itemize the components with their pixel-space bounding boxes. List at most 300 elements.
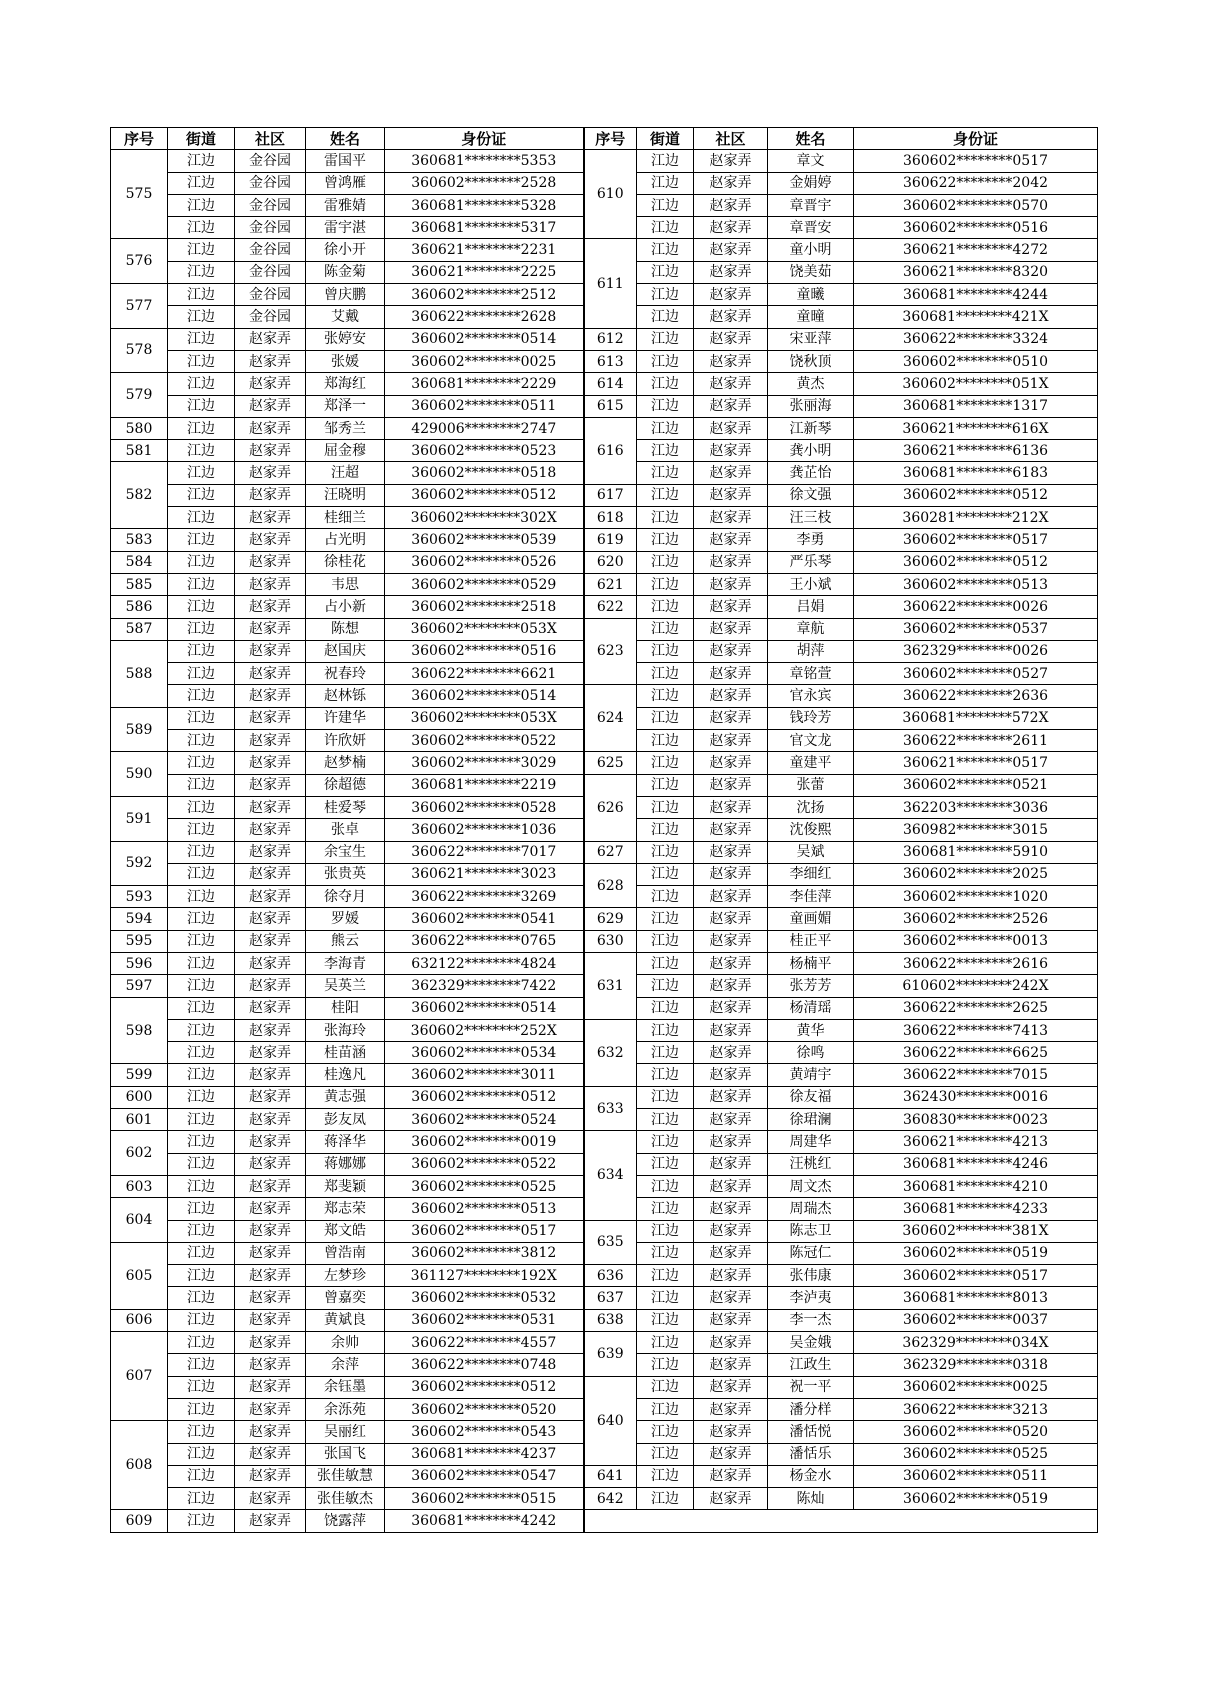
name-cell: 汪三枝: [768, 507, 854, 529]
street-cell: 江边: [637, 261, 694, 283]
seq-cell: 606: [111, 1309, 168, 1331]
id-number-cell: 360602********0510: [854, 350, 1098, 372]
name-cell: 饶露萍: [306, 1510, 385, 1532]
id-number-cell: 360622********2616: [854, 952, 1098, 974]
seq-cell: 623: [584, 618, 637, 685]
id-number-cell: 360602********0522: [385, 730, 584, 752]
community-cell: 赵家弄: [235, 1109, 306, 1131]
name-cell: 严乐琴: [768, 551, 854, 573]
name-cell: 彭友凤: [306, 1109, 385, 1131]
id-number-cell: 360621********3023: [385, 863, 584, 885]
id-number-cell: 360602********0526: [385, 551, 584, 573]
street-cell: 江边: [168, 440, 235, 462]
seq-cell: 580: [111, 417, 168, 439]
seq-cell: 578: [111, 328, 168, 373]
community-cell: 赵家弄: [694, 284, 768, 306]
seq-cell: 613: [584, 350, 637, 372]
seq-cell: 614: [584, 373, 637, 395]
name-cell: 杨清瑶: [768, 997, 854, 1019]
street-cell: 江边: [168, 261, 235, 283]
community-cell: 赵家弄: [694, 1220, 768, 1242]
community-cell: 赵家弄: [694, 640, 768, 662]
name-cell: 屈金穆: [306, 440, 385, 462]
community-cell: 赵家弄: [235, 1064, 306, 1086]
name-cell: 陈金菊: [306, 261, 385, 283]
community-cell: 赵家弄: [694, 863, 768, 885]
street-cell: 江边: [637, 1042, 694, 1064]
street-cell: 江边: [168, 1131, 235, 1153]
community-cell: 赵家弄: [235, 1153, 306, 1175]
street-cell: 江边: [168, 1421, 235, 1443]
seq-cell: 633: [584, 1086, 637, 1131]
community-cell: 赵家弄: [235, 1287, 306, 1309]
name-cell: 李海青: [306, 952, 385, 974]
seq-cell: 632: [584, 1019, 637, 1086]
id-number-cell: 360602********0519: [854, 1242, 1098, 1264]
community-cell: 赵家弄: [694, 306, 768, 328]
header-name: 姓名: [306, 128, 385, 150]
id-number-cell: 360681********421X: [854, 306, 1098, 328]
name-cell: 吴斌: [768, 841, 854, 863]
id-number-cell: 360602********302X: [385, 507, 584, 529]
street-cell: 江边: [637, 841, 694, 863]
id-number-cell: 360622********7413: [854, 1019, 1098, 1041]
community-cell: 赵家弄: [235, 395, 306, 417]
id-number-cell: 360602********0516: [854, 217, 1098, 239]
street-cell: 江边: [168, 796, 235, 818]
name-cell: 罗媛: [306, 908, 385, 930]
seq-cell: 594: [111, 908, 168, 930]
community-cell: 赵家弄: [694, 886, 768, 908]
seq-cell: 593: [111, 886, 168, 908]
name-cell: 李一杰: [768, 1309, 854, 1331]
seq-cell: 637: [584, 1287, 637, 1309]
id-number-cell: 360602********0534: [385, 1042, 584, 1064]
name-cell: 余钰墨: [306, 1376, 385, 1398]
street-cell: 江边: [168, 1198, 235, 1220]
name-cell: 余萍: [306, 1354, 385, 1376]
community-cell: 赵家弄: [694, 507, 768, 529]
community-cell: 赵家弄: [694, 841, 768, 863]
name-cell: 江政生: [768, 1354, 854, 1376]
header-seq: 序号: [584, 128, 637, 150]
street-cell: 江边: [168, 395, 235, 417]
name-cell: 雷雅婧: [306, 194, 385, 216]
community-cell: 金谷园: [235, 172, 306, 194]
name-cell: 黄华: [768, 1019, 854, 1041]
name-cell: 郑泽一: [306, 395, 385, 417]
community-cell: 赵家弄: [694, 707, 768, 729]
name-cell: 张婷安: [306, 328, 385, 350]
id-number-cell: 360602********0013: [854, 930, 1098, 952]
street-cell: 江边: [168, 1376, 235, 1398]
id-number-cell: 360602********0543: [385, 1421, 584, 1443]
table-row: [111, 863, 1098, 885]
table-row: [111, 618, 1098, 640]
name-cell: 王小斌: [768, 573, 854, 595]
community-cell: 赵家弄: [694, 1398, 768, 1420]
community-cell: 赵家弄: [694, 573, 768, 595]
street-cell: 江边: [637, 1086, 694, 1108]
community-cell: 赵家弄: [235, 596, 306, 618]
community-cell: 赵家弄: [235, 1198, 306, 1220]
name-cell: 韦思: [306, 573, 385, 595]
street-cell: 江边: [637, 1131, 694, 1153]
table-row: [111, 150, 1098, 172]
id-number-cell: 360602********3029: [385, 752, 584, 774]
community-cell: 赵家弄: [694, 596, 768, 618]
name-cell: 祝一平: [768, 1376, 854, 1398]
seq-cell: 598: [111, 997, 168, 1064]
name-cell: 赵梦楠: [306, 752, 385, 774]
table-row: [111, 774, 1098, 796]
street-cell: 江边: [168, 685, 235, 707]
street-cell: 江边: [637, 1421, 694, 1443]
id-number-cell: 360602********2512: [385, 284, 584, 306]
street-cell: 江边: [637, 440, 694, 462]
community-cell: 赵家弄: [694, 1309, 768, 1331]
id-number-cell: 360602********0512: [385, 1376, 584, 1398]
community-cell: 赵家弄: [235, 1309, 306, 1331]
id-number-cell: 360602********0527: [854, 663, 1098, 685]
roster-table: [110, 127, 1098, 1533]
id-number-cell: 360602********0511: [854, 1465, 1098, 1487]
seq-cell: 626: [584, 774, 637, 841]
name-cell: 祝春玲: [306, 663, 385, 685]
empty-cell: [584, 1510, 1098, 1532]
name-cell: 章航: [768, 618, 854, 640]
community-cell: 赵家弄: [694, 551, 768, 573]
id-number-cell: 360602********0511: [385, 395, 584, 417]
community-cell: 赵家弄: [235, 1220, 306, 1242]
id-number-cell: 360681********4210: [854, 1175, 1098, 1197]
seq-cell: 599: [111, 1064, 168, 1086]
street-cell: 江边: [168, 975, 235, 997]
seq-cell: 608: [111, 1421, 168, 1510]
id-number-cell: 360681********4242: [385, 1510, 584, 1532]
id-number-cell: 360681********5317: [385, 217, 584, 239]
street-cell: 江边: [168, 573, 235, 595]
community-cell: 赵家弄: [235, 707, 306, 729]
community-cell: 赵家弄: [694, 1064, 768, 1086]
seq-cell: 582: [111, 462, 168, 529]
id-number-cell: 360602********0532: [385, 1287, 584, 1309]
street-cell: 江边: [637, 752, 694, 774]
name-cell: 汪桃红: [768, 1153, 854, 1175]
community-cell: 赵家弄: [694, 1488, 768, 1510]
street-cell: 江边: [637, 306, 694, 328]
id-number-cell: 361127********192X: [385, 1265, 584, 1287]
street-cell: 江边: [637, 194, 694, 216]
community-cell: 赵家弄: [235, 774, 306, 796]
table-row: [111, 573, 1098, 595]
table-row: [111, 507, 1098, 529]
community-cell: 赵家弄: [694, 908, 768, 930]
header-community: 社区: [694, 128, 768, 150]
header-street: 街道: [637, 128, 694, 150]
community-cell: 赵家弄: [235, 1510, 306, 1532]
community-cell: 赵家弄: [694, 752, 768, 774]
community-cell: 赵家弄: [694, 685, 768, 707]
street-cell: 江边: [637, 1175, 694, 1197]
street-cell: 江边: [637, 685, 694, 707]
table-row: [111, 1019, 1098, 1041]
table-row: [111, 952, 1098, 974]
table-row: [111, 1086, 1098, 1108]
seq-cell: 600: [111, 1086, 168, 1108]
street-cell: 江边: [168, 1309, 235, 1331]
table-row: [111, 930, 1098, 952]
name-cell: 曾庆鹏: [306, 284, 385, 306]
name-cell: 潘恬乐: [768, 1443, 854, 1465]
table-row: [111, 529, 1098, 551]
id-number-cell: 360681********6183: [854, 462, 1098, 484]
header-id: 身份证: [385, 128, 584, 150]
seq-cell: 579: [111, 373, 168, 418]
seq-cell: 625: [584, 752, 637, 774]
seq-cell: 576: [111, 239, 168, 284]
seq-cell: 620: [584, 551, 637, 573]
street-cell: 江边: [637, 239, 694, 261]
table-row: [111, 1332, 1098, 1354]
id-number-cell: 360681********4246: [854, 1153, 1098, 1175]
seq-cell: 616: [584, 417, 637, 484]
id-number-cell: 360602********0514: [385, 997, 584, 1019]
street-cell: 江边: [637, 529, 694, 551]
name-cell: 杨金水: [768, 1465, 854, 1487]
id-number-cell: 360602********0521: [854, 774, 1098, 796]
community-cell: 赵家弄: [235, 618, 306, 640]
street-cell: 江边: [637, 796, 694, 818]
id-number-cell: 360602********1020: [854, 886, 1098, 908]
id-number-cell: 360602********0541: [385, 908, 584, 930]
seq-cell: 634: [584, 1131, 637, 1220]
community-cell: 赵家弄: [694, 1131, 768, 1153]
community-cell: 赵家弄: [235, 1354, 306, 1376]
table-row: [111, 685, 1098, 707]
name-cell: 饶美茹: [768, 261, 854, 283]
id-number-cell: 362329********0318: [854, 1354, 1098, 1376]
community-cell: 赵家弄: [694, 194, 768, 216]
table-row: [111, 908, 1098, 930]
id-number-cell: 360622********7015: [854, 1064, 1098, 1086]
id-number-cell: 360681********5910: [854, 841, 1098, 863]
id-number-cell: 360681********5353: [385, 150, 584, 172]
id-number-cell: 360602********0539: [385, 529, 584, 551]
table-row: [111, 484, 1098, 506]
id-number-cell: 360621********616X: [854, 417, 1098, 439]
id-number-cell: 360602********0520: [854, 1421, 1098, 1443]
community-cell: 赵家弄: [235, 975, 306, 997]
street-cell: 江边: [637, 863, 694, 885]
community-cell: 赵家弄: [235, 484, 306, 506]
street-cell: 江边: [637, 551, 694, 573]
community-cell: 赵家弄: [235, 663, 306, 685]
community-cell: 金谷园: [235, 239, 306, 261]
street-cell: 江边: [168, 930, 235, 952]
street-cell: 江边: [168, 350, 235, 372]
street-cell: 江边: [168, 1175, 235, 1197]
name-cell: 桂逸凡: [306, 1064, 385, 1086]
name-cell: 李细红: [768, 863, 854, 885]
street-cell: 江边: [637, 1488, 694, 1510]
id-number-cell: 360622********2042: [854, 172, 1098, 194]
street-cell: 江边: [168, 1354, 235, 1376]
name-cell: 曾嘉奕: [306, 1287, 385, 1309]
name-cell: 许欣妍: [306, 730, 385, 752]
seq-cell: 618: [584, 507, 637, 529]
community-cell: 赵家弄: [694, 172, 768, 194]
community-cell: 赵家弄: [694, 239, 768, 261]
table-row: [111, 596, 1098, 618]
name-cell: 余泺苑: [306, 1398, 385, 1420]
seq-cell: 603: [111, 1175, 168, 1197]
name-cell: 占光明: [306, 529, 385, 551]
community-cell: 赵家弄: [235, 440, 306, 462]
community-cell: 赵家弄: [235, 908, 306, 930]
street-cell: 江边: [168, 284, 235, 306]
name-cell: 章文: [768, 150, 854, 172]
id-number-cell: 360621********4213: [854, 1131, 1098, 1153]
name-cell: 雷国平: [306, 150, 385, 172]
community-cell: 赵家弄: [235, 886, 306, 908]
community-cell: 赵家弄: [235, 752, 306, 774]
id-number-cell: 360602********0524: [385, 1109, 584, 1131]
community-cell: 赵家弄: [694, 484, 768, 506]
name-cell: 郑海红: [306, 373, 385, 395]
name-cell: 张芳芳: [768, 975, 854, 997]
community-cell: 赵家弄: [235, 1398, 306, 1420]
name-cell: 张国飞: [306, 1443, 385, 1465]
community-cell: 赵家弄: [694, 1198, 768, 1220]
street-cell: 江边: [637, 596, 694, 618]
id-number-cell: 360622********7017: [385, 841, 584, 863]
table-row: [111, 417, 1098, 439]
name-cell: 童曈: [768, 306, 854, 328]
street-cell: 江边: [168, 462, 235, 484]
street-cell: 江边: [168, 1488, 235, 1510]
seq-cell: 586: [111, 596, 168, 618]
name-cell: 沈扬: [768, 796, 854, 818]
id-number-cell: 360622********2625: [854, 997, 1098, 1019]
id-number-cell: 360622********3213: [854, 1398, 1098, 1420]
id-number-cell: 360602********0517: [854, 529, 1098, 551]
id-number-cell: 360602********0516: [385, 640, 584, 662]
seq-cell: 615: [584, 395, 637, 417]
street-cell: 江边: [637, 774, 694, 796]
community-cell: 赵家弄: [235, 796, 306, 818]
seq-cell: 628: [584, 863, 637, 908]
name-cell: 宋亚萍: [768, 328, 854, 350]
name-cell: 童曦: [768, 284, 854, 306]
name-cell: 张海玲: [306, 1019, 385, 1041]
name-cell: 汪超: [306, 462, 385, 484]
street-cell: 江边: [168, 194, 235, 216]
id-number-cell: 360602********0513: [385, 1198, 584, 1220]
name-cell: 徐鸣: [768, 1042, 854, 1064]
name-cell: 章晋宇: [768, 194, 854, 216]
street-cell: 江边: [637, 997, 694, 1019]
seq-cell: 605: [111, 1242, 168, 1309]
name-cell: 张伟康: [768, 1265, 854, 1287]
street-cell: 江边: [637, 217, 694, 239]
id-number-cell: 360621********2225: [385, 261, 584, 283]
community-cell: 赵家弄: [694, 217, 768, 239]
seq-cell: 630: [584, 930, 637, 952]
name-cell: 余帅: [306, 1332, 385, 1354]
community-cell: 赵家弄: [235, 1175, 306, 1197]
street-cell: 江边: [168, 507, 235, 529]
name-cell: 左梦珍: [306, 1265, 385, 1287]
table-row: [111, 373, 1098, 395]
id-number-cell: 360602********2025: [854, 863, 1098, 885]
header-community: 社区: [235, 128, 306, 150]
name-cell: 黄志强: [306, 1086, 385, 1108]
community-cell: 赵家弄: [694, 952, 768, 974]
seq-cell: 635: [584, 1220, 637, 1265]
street-cell: 江边: [637, 1309, 694, 1331]
id-number-cell: 360602********051X: [854, 373, 1098, 395]
street-cell: 江边: [637, 1465, 694, 1487]
community-cell: 赵家弄: [235, 863, 306, 885]
name-cell: 章铭萱: [768, 663, 854, 685]
seq-cell: 596: [111, 952, 168, 974]
name-cell: 余宝生: [306, 841, 385, 863]
name-cell: 桂正平: [768, 930, 854, 952]
street-cell: 江边: [637, 819, 694, 841]
community-cell: 赵家弄: [235, 551, 306, 573]
community-cell: 赵家弄: [235, 819, 306, 841]
id-number-cell: 360621********6136: [854, 440, 1098, 462]
id-number-cell: 360602********0525: [385, 1175, 584, 1197]
community-cell: 赵家弄: [694, 730, 768, 752]
name-cell: 李泸夷: [768, 1287, 854, 1309]
id-number-cell: 360602********0537: [854, 618, 1098, 640]
community-cell: 赵家弄: [694, 663, 768, 685]
id-number-cell: 360602********381X: [854, 1220, 1098, 1242]
name-cell: 桂阳: [306, 997, 385, 1019]
street-cell: 江边: [168, 217, 235, 239]
street-cell: 江边: [168, 908, 235, 930]
street-cell: 江边: [168, 819, 235, 841]
community-cell: 赵家弄: [694, 1332, 768, 1354]
id-number-cell: 360602********0529: [385, 573, 584, 595]
name-cell: 张丽海: [768, 395, 854, 417]
street-cell: 江边: [637, 350, 694, 372]
id-number-cell: 360602********0522: [385, 1153, 584, 1175]
street-cell: 江边: [637, 908, 694, 930]
seq-cell: 638: [584, 1309, 637, 1331]
id-number-cell: 360602********3011: [385, 1064, 584, 1086]
street-cell: 江边: [168, 841, 235, 863]
id-number-cell: 360602********3812: [385, 1242, 584, 1264]
name-cell: 张佳敏杰: [306, 1488, 385, 1510]
name-cell: 吕娟: [768, 596, 854, 618]
seq-cell: 595: [111, 930, 168, 952]
seq-cell: 627: [584, 841, 637, 863]
name-cell: 饶秋顶: [768, 350, 854, 372]
table-row: [111, 1510, 1098, 1532]
street-cell: 江边: [637, 1376, 694, 1398]
seq-cell: 636: [584, 1265, 637, 1287]
id-number-cell: 360602********0531: [385, 1309, 584, 1331]
community-cell: 赵家弄: [694, 1042, 768, 1064]
table-row: [111, 350, 1098, 372]
header-row: [111, 128, 1098, 150]
community-cell: 赵家弄: [235, 685, 306, 707]
community-cell: 赵家弄: [694, 1376, 768, 1398]
table-row: [111, 239, 1098, 261]
